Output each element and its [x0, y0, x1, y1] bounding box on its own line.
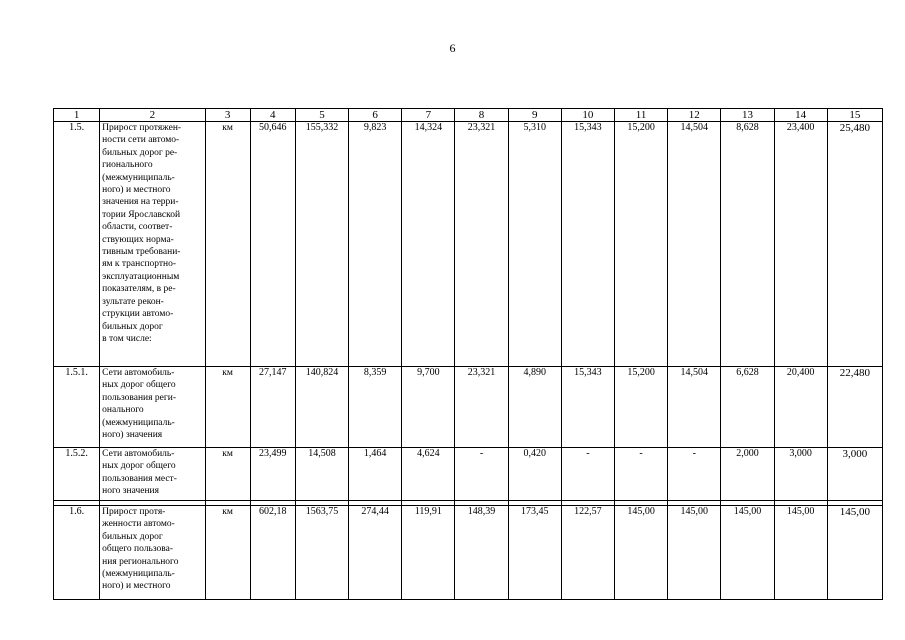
- unit-cell: км: [205, 448, 250, 501]
- table-row: [54, 367, 883, 448]
- value-cell: 9,700: [402, 367, 455, 448]
- value-cell: 8,628: [721, 122, 774, 367]
- value-cell: 602,18: [250, 506, 295, 600]
- value-cell: -: [561, 448, 614, 501]
- indicator-name-cell: Прирост протя- женности автомо- бильных дорог общего пользова- ния регионального (межмуниципаль- ного) и местного: [100, 506, 205, 600]
- data-table: [53, 108, 883, 600]
- column-header: 6: [349, 109, 402, 122]
- column-header: 8: [455, 109, 508, 122]
- value-cell: 145,00: [827, 506, 882, 600]
- value-cell: 4,890: [508, 367, 561, 448]
- column-header: 12: [668, 109, 721, 122]
- column-header: 11: [614, 109, 667, 122]
- header-row: [54, 109, 883, 122]
- unit-cell: км: [205, 122, 250, 367]
- row-number-cell: 1.5.: [54, 122, 100, 367]
- value-cell: -: [614, 448, 667, 501]
- column-header: 4: [250, 109, 295, 122]
- value-cell: 14,504: [668, 122, 721, 367]
- value-cell: 145,00: [614, 506, 667, 600]
- table-row: [54, 506, 883, 600]
- value-cell: 25,480: [827, 122, 882, 367]
- value-cell: 4,624: [402, 448, 455, 501]
- value-cell: 50,646: [250, 122, 295, 367]
- table-row: [54, 448, 883, 501]
- value-cell: 1563,75: [295, 506, 348, 600]
- value-cell: 15,200: [614, 367, 667, 448]
- column-header: 13: [721, 109, 774, 122]
- row-number-cell: 1.5.2.: [54, 448, 100, 501]
- column-header: 10: [561, 109, 614, 122]
- column-header: 2: [100, 109, 205, 122]
- column-header: 7: [402, 109, 455, 122]
- column-header: 9: [508, 109, 561, 122]
- column-header: 14: [774, 109, 827, 122]
- value-cell: 23,321: [455, 122, 508, 367]
- value-cell: 3,000: [827, 448, 882, 501]
- row-number-cell: 1.5.1.: [54, 367, 100, 448]
- unit-cell: км: [205, 367, 250, 448]
- value-cell: 9,823: [349, 122, 402, 367]
- column-header: 5: [295, 109, 348, 122]
- value-cell: 148,39: [455, 506, 508, 600]
- value-cell: -: [455, 448, 508, 501]
- value-cell: 140,824: [295, 367, 348, 448]
- page-number: 6: [449, 41, 456, 55]
- value-cell: 122,57: [561, 506, 614, 600]
- value-cell: 2,000: [721, 448, 774, 501]
- column-header: 3: [205, 109, 250, 122]
- value-cell: 15,343: [561, 122, 614, 367]
- value-cell: 27,147: [250, 367, 295, 448]
- value-cell: 3,000: [774, 448, 827, 501]
- indicator-name-cell: Прирост протяжен- ности сети автомо- бильных дорог ре- гионального (межмуниципаль- ного) и местного значения на терри- тории Ярославской области, соответ- ствующих норма- тивным требовани- ям к транспортно- эксплуатационным показателям, в ре- зультате рекон- струкции автомо- бильных дорог в том числе:: [100, 122, 205, 367]
- value-cell: 14,508: [295, 448, 348, 501]
- value-cell: 15,343: [561, 367, 614, 448]
- indicator-name-cell: Сети автомобиль- ных дорог общего пользования реги- онального (межмуниципаль- ного) значения: [100, 367, 205, 448]
- value-cell: 6,628: [721, 367, 774, 448]
- indicator-name-cell: Сети автомобиль- ных дорог общего пользования мест- ного значения: [100, 448, 205, 501]
- column-header: 1: [54, 109, 100, 122]
- value-cell: 15,200: [614, 122, 667, 367]
- value-cell: 22,480: [827, 367, 882, 448]
- value-cell: 145,00: [668, 506, 721, 600]
- value-cell: 23,499: [250, 448, 295, 501]
- value-cell: 274,44: [349, 506, 402, 600]
- value-cell: 119,91: [402, 506, 455, 600]
- table-row: [54, 122, 883, 367]
- value-cell: 14,324: [402, 122, 455, 367]
- value-cell: 155,332: [295, 122, 348, 367]
- value-cell: 20,400: [774, 367, 827, 448]
- value-cell: 5,310: [508, 122, 561, 367]
- value-cell: 173,45: [508, 506, 561, 600]
- value-cell: 23,400: [774, 122, 827, 367]
- value-cell: 23,321: [455, 367, 508, 448]
- unit-cell: км: [205, 506, 250, 600]
- value-cell: 8,359: [349, 367, 402, 448]
- value-cell: 145,00: [774, 506, 827, 600]
- value-cell: -: [668, 448, 721, 501]
- value-cell: 0,420: [508, 448, 561, 501]
- value-cell: 1,464: [349, 448, 402, 501]
- value-cell: 14,504: [668, 367, 721, 448]
- row-number-cell: 1.6.: [54, 506, 100, 600]
- column-header: 15: [827, 109, 882, 122]
- value-cell: 145,00: [721, 506, 774, 600]
